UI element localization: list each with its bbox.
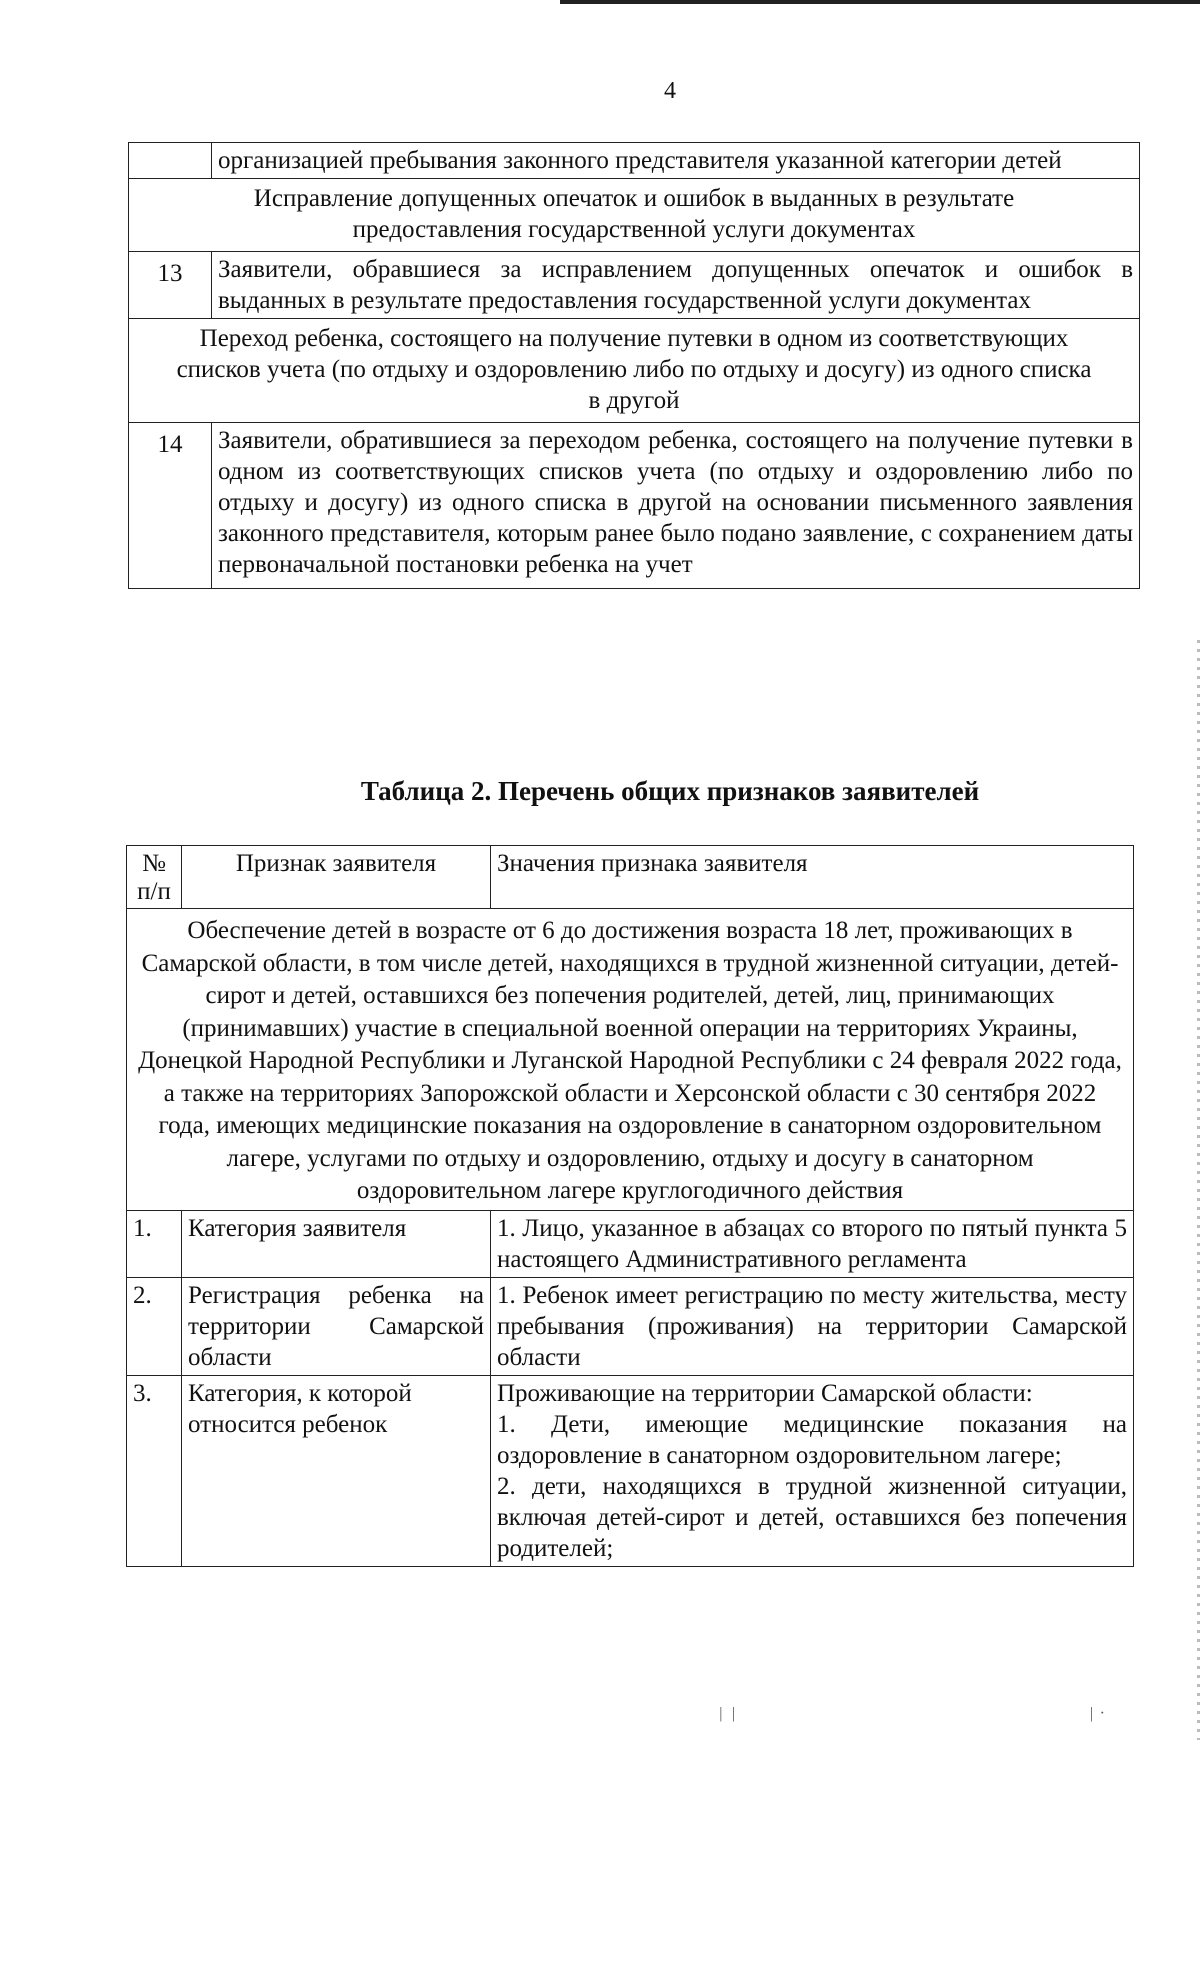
row-number: 13 <box>129 252 212 319</box>
value-item: 2. дети, находящихся в трудной жизненной ситуации, включая детей-сирот и детей, оставшихся без попечения родителей; <box>497 1472 1127 1562</box>
row-text: организацией пребывания законного представителя указанной категории детей <box>212 143 1140 179</box>
section-row <box>129 319 1140 423</box>
value-item: 1. Дети, имеющие медицинские показания на оздоровление в санаторном оздоровительном лагере; <box>497 1410 1127 1469</box>
table-row <box>127 1210 1134 1277</box>
section-heading: Переход ребенка, состоящего на получение путевки в одном из соответствующих списков учета (по отдыху и оздоровлению либо по отдыху и досугу) из одного списка в другой <box>129 319 1140 423</box>
table-row <box>127 1375 1134 1566</box>
row-number <box>129 143 212 179</box>
table-row <box>129 143 1140 179</box>
row-feature: Категория заявителя <box>182 1210 491 1277</box>
page-number: 4 <box>664 78 676 104</box>
applicants-table-continued <box>128 142 1140 589</box>
row-text: Заявители, обравшиеся за исправлением допущенных опечаток и ошибок в выданных в результате предоставления государственной услуги документах <box>212 252 1140 319</box>
row-number: 2. <box>127 1277 182 1375</box>
row-number: 1. <box>127 1210 182 1277</box>
row-feature: Категория, к которой относится ребенок <box>182 1375 491 1566</box>
section-row <box>129 179 1140 252</box>
section-heading: Исправление допущенных опечаток и ошибок в выданных в результате предоставления государственной услуги документах <box>129 179 1140 252</box>
header-num: № п/п <box>127 846 182 909</box>
row-number: 3. <box>127 1375 182 1566</box>
table-row <box>129 423 1140 589</box>
section-heading: Обеспечение детей в возрасте от 6 до достижения возраста 18 лет, проживающих в Самарской области, в том числе детей, находящихся в трудной жизненной ситуации, детей-сирот и детей, оставшихся без попечения родителей, детей, лиц, принимающих (принимавших) участие в специальной военной операции на территориях Украины, Донецкой Народной Республики и Луганской Народной Республики с 24 февраля 2022 года, а также на территориях Запорожской области и Херсонской области с 30 сентября 2022 года, имеющих медицинские показания на оздоровление в санаторном оздоровительном лагере, услугами по отдыху и оздоровлению, отдыху и досугу в санаторном оздоровительном лагере круглогодичного действия <box>127 909 1134 1211</box>
row-text: Заявители, обратившиеся за переходом ребенка, состоящего на получение путевки в одном из соответствующих списков учета (по отдыху и оздоровлению либо по отдыху и досугу) из одного списка в другой на основании письменного заявления законного представителя, которым ранее было подано заявление, с сохранением даты первоначальной постановки ребенка на учет <box>212 423 1140 589</box>
table-caption: Таблица 2. Перечень общих признаков заявителей <box>360 776 980 806</box>
header-value: Значения признака заявителя <box>491 846 1134 909</box>
row-value <box>491 1375 1134 1566</box>
table-row <box>129 252 1140 319</box>
section-row <box>127 909 1134 1211</box>
common-features-table <box>126 845 1134 1567</box>
scan-artifact: | | <box>716 1705 736 1722</box>
row-value: 1. Ребенок имеет регистрацию по месту жительства, месту пребывания (проживания) на территории Самарской области <box>491 1277 1134 1375</box>
scan-artifact: | · <box>1090 1705 1105 1722</box>
header-row <box>127 846 1134 909</box>
header-feature: Признак заявителя <box>182 846 491 909</box>
table-row <box>127 1277 1134 1375</box>
row-feature: Регистрация ребенка на территории Самарской области <box>182 1277 491 1375</box>
row-value: 1. Лицо, указанное в абзацах со второго по пятый пункта 5 настоящего Административного регламента <box>491 1210 1134 1277</box>
value-intro: Проживающие на территории Самарской области: <box>497 1379 1033 1407</box>
scan-top-border <box>560 0 1200 4</box>
row-number: 14 <box>129 423 212 589</box>
